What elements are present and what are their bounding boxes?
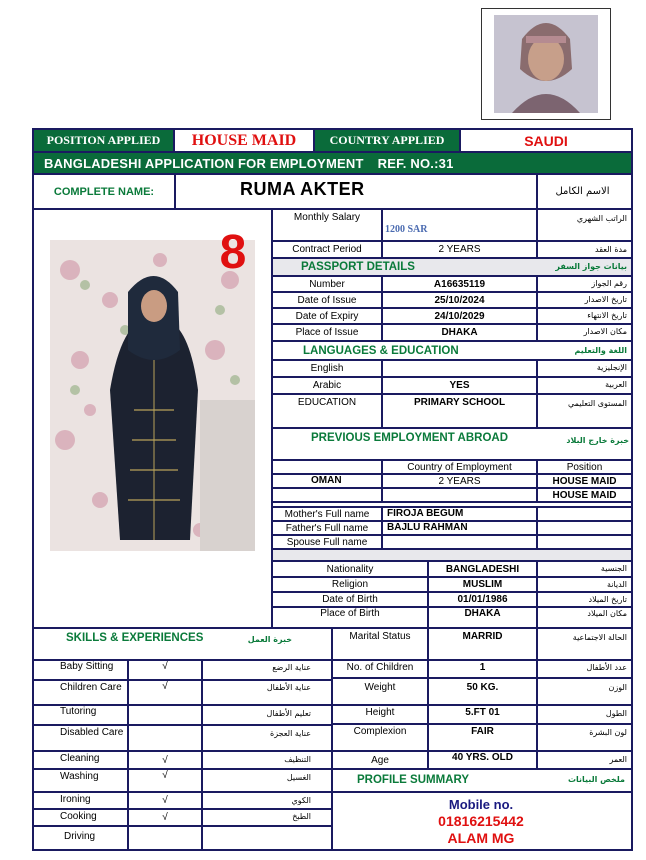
date-of-expiry-label: Date of Expiry (272, 308, 382, 324)
previous-country-2 (272, 488, 382, 502)
passport-section-title-ar: بيانات جواز السفر (555, 262, 627, 271)
skill-label-disabled-care: Disabled Care (33, 725, 128, 751)
age-label: Age (332, 751, 428, 769)
english-label: English (272, 360, 382, 377)
height-value: 5.FT 01 (428, 705, 537, 724)
marital-status-label: Marital Status (332, 628, 428, 660)
mother-name-label: Mother's Full name (272, 507, 382, 521)
english-value (382, 360, 537, 377)
date-of-expiry-value: 24/10/2029 (382, 308, 537, 324)
portrait-photo-frame (481, 8, 611, 120)
date-of-birth-value: 01/01/1986 (428, 592, 537, 607)
skill-check-children-care: √ (128, 680, 202, 705)
marital-status-label-ar: الحالة الاجتماعية (537, 628, 632, 660)
height-label: Height (332, 705, 428, 724)
skill-check-baby-sitting: √ (128, 660, 202, 680)
skill-check-cleaning: √ (128, 751, 202, 769)
country-applied-value: SAUDI (460, 129, 632, 152)
father-name-extra (537, 521, 632, 535)
country-applied-label: COUNTRY APPLIED (314, 129, 460, 152)
skill-label-ar-children-care: عناية الأطفال (202, 680, 332, 705)
profile-summary-title: PROFILE SUMMARY (357, 774, 470, 786)
position-header: Position (537, 460, 632, 474)
passport-number-value: A16635119 (382, 276, 537, 292)
contract-period-label-ar: مدة العقد (537, 241, 632, 258)
skill-label-washing: Washing (33, 769, 128, 792)
nationality-label: Nationality (272, 561, 428, 577)
contract-period-value: 2 YEARS (382, 241, 537, 258)
previous-position-2: HOUSE MAID (537, 488, 632, 502)
date-of-birth-label-ar: تاريخ الميلاد (537, 592, 632, 607)
skill-label-ar-disabled-care: عناية العجزة (202, 725, 332, 751)
previous-employment-blank-header (272, 460, 382, 474)
children-count-label: No. of Children (332, 660, 428, 678)
date-of-issue-label-ar: تاريخ الاصدار (537, 292, 632, 308)
nationality-label-ar: الجنسية (537, 561, 632, 577)
date-of-expiry-label-ar: تاريخ الانتهاء (537, 308, 632, 324)
place-of-issue-label: Place of Issue (272, 324, 382, 341)
skill-label-children-care: Children Care (33, 680, 128, 705)
skill-check-cooking: √ (128, 809, 202, 826)
position-applied-label: POSITION APPLIED (33, 129, 174, 152)
previous-employment-title: PREVIOUS EMPLOYMENT ABROAD (311, 432, 509, 444)
arabic-value: YES (382, 377, 537, 394)
complete-name-label: COMPLETE NAME: (33, 174, 175, 209)
monthly-salary-label-ar: الراتب الشهري (537, 209, 632, 241)
date-of-issue-label: Date of Issue (272, 292, 382, 308)
religion-label-ar: الديانة (537, 577, 632, 592)
skill-label-ironing: Ironing (33, 792, 128, 809)
skill-label-ar-tutoring: تعليم الأطفال (202, 705, 332, 725)
skill-label-ar-washing: الغسيل (202, 769, 332, 792)
contract-period-label: Contract Period (272, 241, 382, 258)
place-of-birth-label: Place of Birth (272, 607, 428, 628)
weight-label: Weight (332, 678, 428, 705)
complexion-value: FAIR (428, 724, 537, 751)
skill-label-ar-driving (202, 826, 332, 850)
place-of-issue-value: DHAKA (382, 324, 537, 341)
agent-name: ALAM MG (447, 830, 515, 846)
children-count-label-ar: عدد الأطفال (537, 660, 632, 678)
nationality-value: BANGLADESHI (428, 561, 537, 577)
complexion-label-ar: لون البشرة (537, 724, 632, 751)
skill-label-ar-cleaning: التنظيف (202, 751, 332, 769)
skill-label-tutoring: Tutoring (33, 705, 128, 725)
previous-period-1: 2 YEARS (382, 474, 537, 488)
skill-label-baby-sitting: Baby Sitting (33, 660, 128, 680)
arabic-label-ar: العربية (537, 377, 632, 394)
full-body-photo (50, 240, 255, 551)
skill-label-cleaning: Cleaning (33, 751, 128, 769)
mobile-number: 01816215442 (438, 813, 524, 829)
education-value: PRIMARY SCHOOL (382, 394, 537, 428)
education-label: EDUCATION (272, 394, 382, 428)
skill-label-ar-baby-sitting: عناية الرضع (202, 660, 332, 680)
date-of-birth-label: Date of Birth (272, 592, 428, 607)
age-value: 40 YRS. OLD (428, 751, 537, 769)
place-of-birth-value: DHAKA (428, 607, 537, 628)
children-count-value: 1 (428, 660, 537, 678)
profile-summary-body (332, 792, 632, 850)
mobile-label: Mobile no. (448, 797, 514, 812)
skill-label-cooking: Cooking (33, 809, 128, 826)
passport-number-label-ar: رقم الجواز (537, 276, 632, 292)
height-label-ar: الطول (537, 705, 632, 724)
weight-label-ar: الوزن (537, 678, 632, 705)
date-of-issue-value: 25/10/2024 (382, 292, 537, 308)
skill-label-ar-cooking: الطبخ (202, 809, 332, 826)
ref-number: REF. NO.:31 (377, 155, 454, 171)
skills-section-header (33, 628, 332, 660)
previous-employment-header (272, 428, 632, 460)
religion-value: MUSLIM (428, 577, 537, 592)
religion-label: Religion (272, 577, 428, 592)
country-of-employment-header: Country of Employment (382, 460, 537, 474)
complete-name-value: RUMA AKTER (175, 174, 537, 209)
passport-number-label: Number (272, 276, 382, 292)
skill-check-disabled-care (128, 725, 202, 751)
languages-section-title: LANGUAGES & EDUCATION (303, 345, 459, 357)
profile-summary-title-ar: ملخص البيانات (567, 775, 625, 784)
languages-section-title-ar: اللغة والتعليم (574, 346, 627, 355)
portrait-photo (482, 9, 610, 119)
complete-name-label-ar: الاسم الكامل (537, 174, 632, 209)
spouse-name-label: Spouse Full name (272, 535, 382, 549)
skills-section-title-ar: خبرة العمل (247, 635, 292, 644)
age-label-ar: العمر (537, 751, 632, 769)
skill-check-ironing: √ (128, 792, 202, 809)
education-label-ar: المستوى التعليمي (537, 394, 632, 428)
father-name-label: Father's Full name (272, 521, 382, 535)
profile-summary-header (332, 769, 632, 792)
languages-section-header (272, 341, 632, 360)
place-of-birth-label-ar: مكان الميلاد (537, 607, 632, 628)
photo-number: 8 (219, 226, 247, 279)
skills-section-title: SKILLS & EXPERIENCES (66, 632, 204, 644)
passport-section-header (272, 258, 632, 276)
application-title: BANGLADESHI APPLICATION FOR EMPLOYMENT (44, 155, 364, 171)
skill-check-tutoring (128, 705, 202, 725)
mother-name-extra (537, 507, 632, 521)
previous-period-2 (382, 488, 537, 502)
skill-label-driving: Driving (33, 826, 128, 850)
application-title-bar (33, 152, 632, 174)
spouse-name-value (382, 535, 537, 549)
monthly-salary-label: Monthly Salary (272, 209, 382, 241)
passport-section-title: PASSPORT DETAILS (301, 261, 415, 273)
father-name-value: BAJLU RAHMAN (382, 521, 537, 535)
previous-position-1: HOUSE MAID (537, 474, 632, 488)
weight-value: 50 KG. (428, 678, 537, 705)
skill-label-ar-ironing: الكوي (202, 792, 332, 809)
skill-check-washing: √ (128, 769, 202, 792)
complexion-label: Complexion (332, 724, 428, 751)
english-label-ar: الإنجليزية (537, 360, 632, 377)
place-of-issue-label-ar: مكان الاصدار (537, 324, 632, 341)
previous-country-1: OMAN (272, 474, 382, 488)
previous-employment-title-ar: خبرة خارج البلاد (566, 436, 629, 445)
skill-check-driving (128, 826, 202, 850)
marital-status-value: MARRID (428, 628, 537, 660)
arabic-label: Arabic (272, 377, 382, 394)
mother-name-value: FIROJA BEGUM (382, 507, 537, 521)
monthly-salary-value: 1200 SAR (382, 209, 537, 241)
position-applied-value: HOUSE MAID (174, 129, 314, 152)
family-separator (272, 549, 632, 561)
spouse-name-extra (537, 535, 632, 549)
